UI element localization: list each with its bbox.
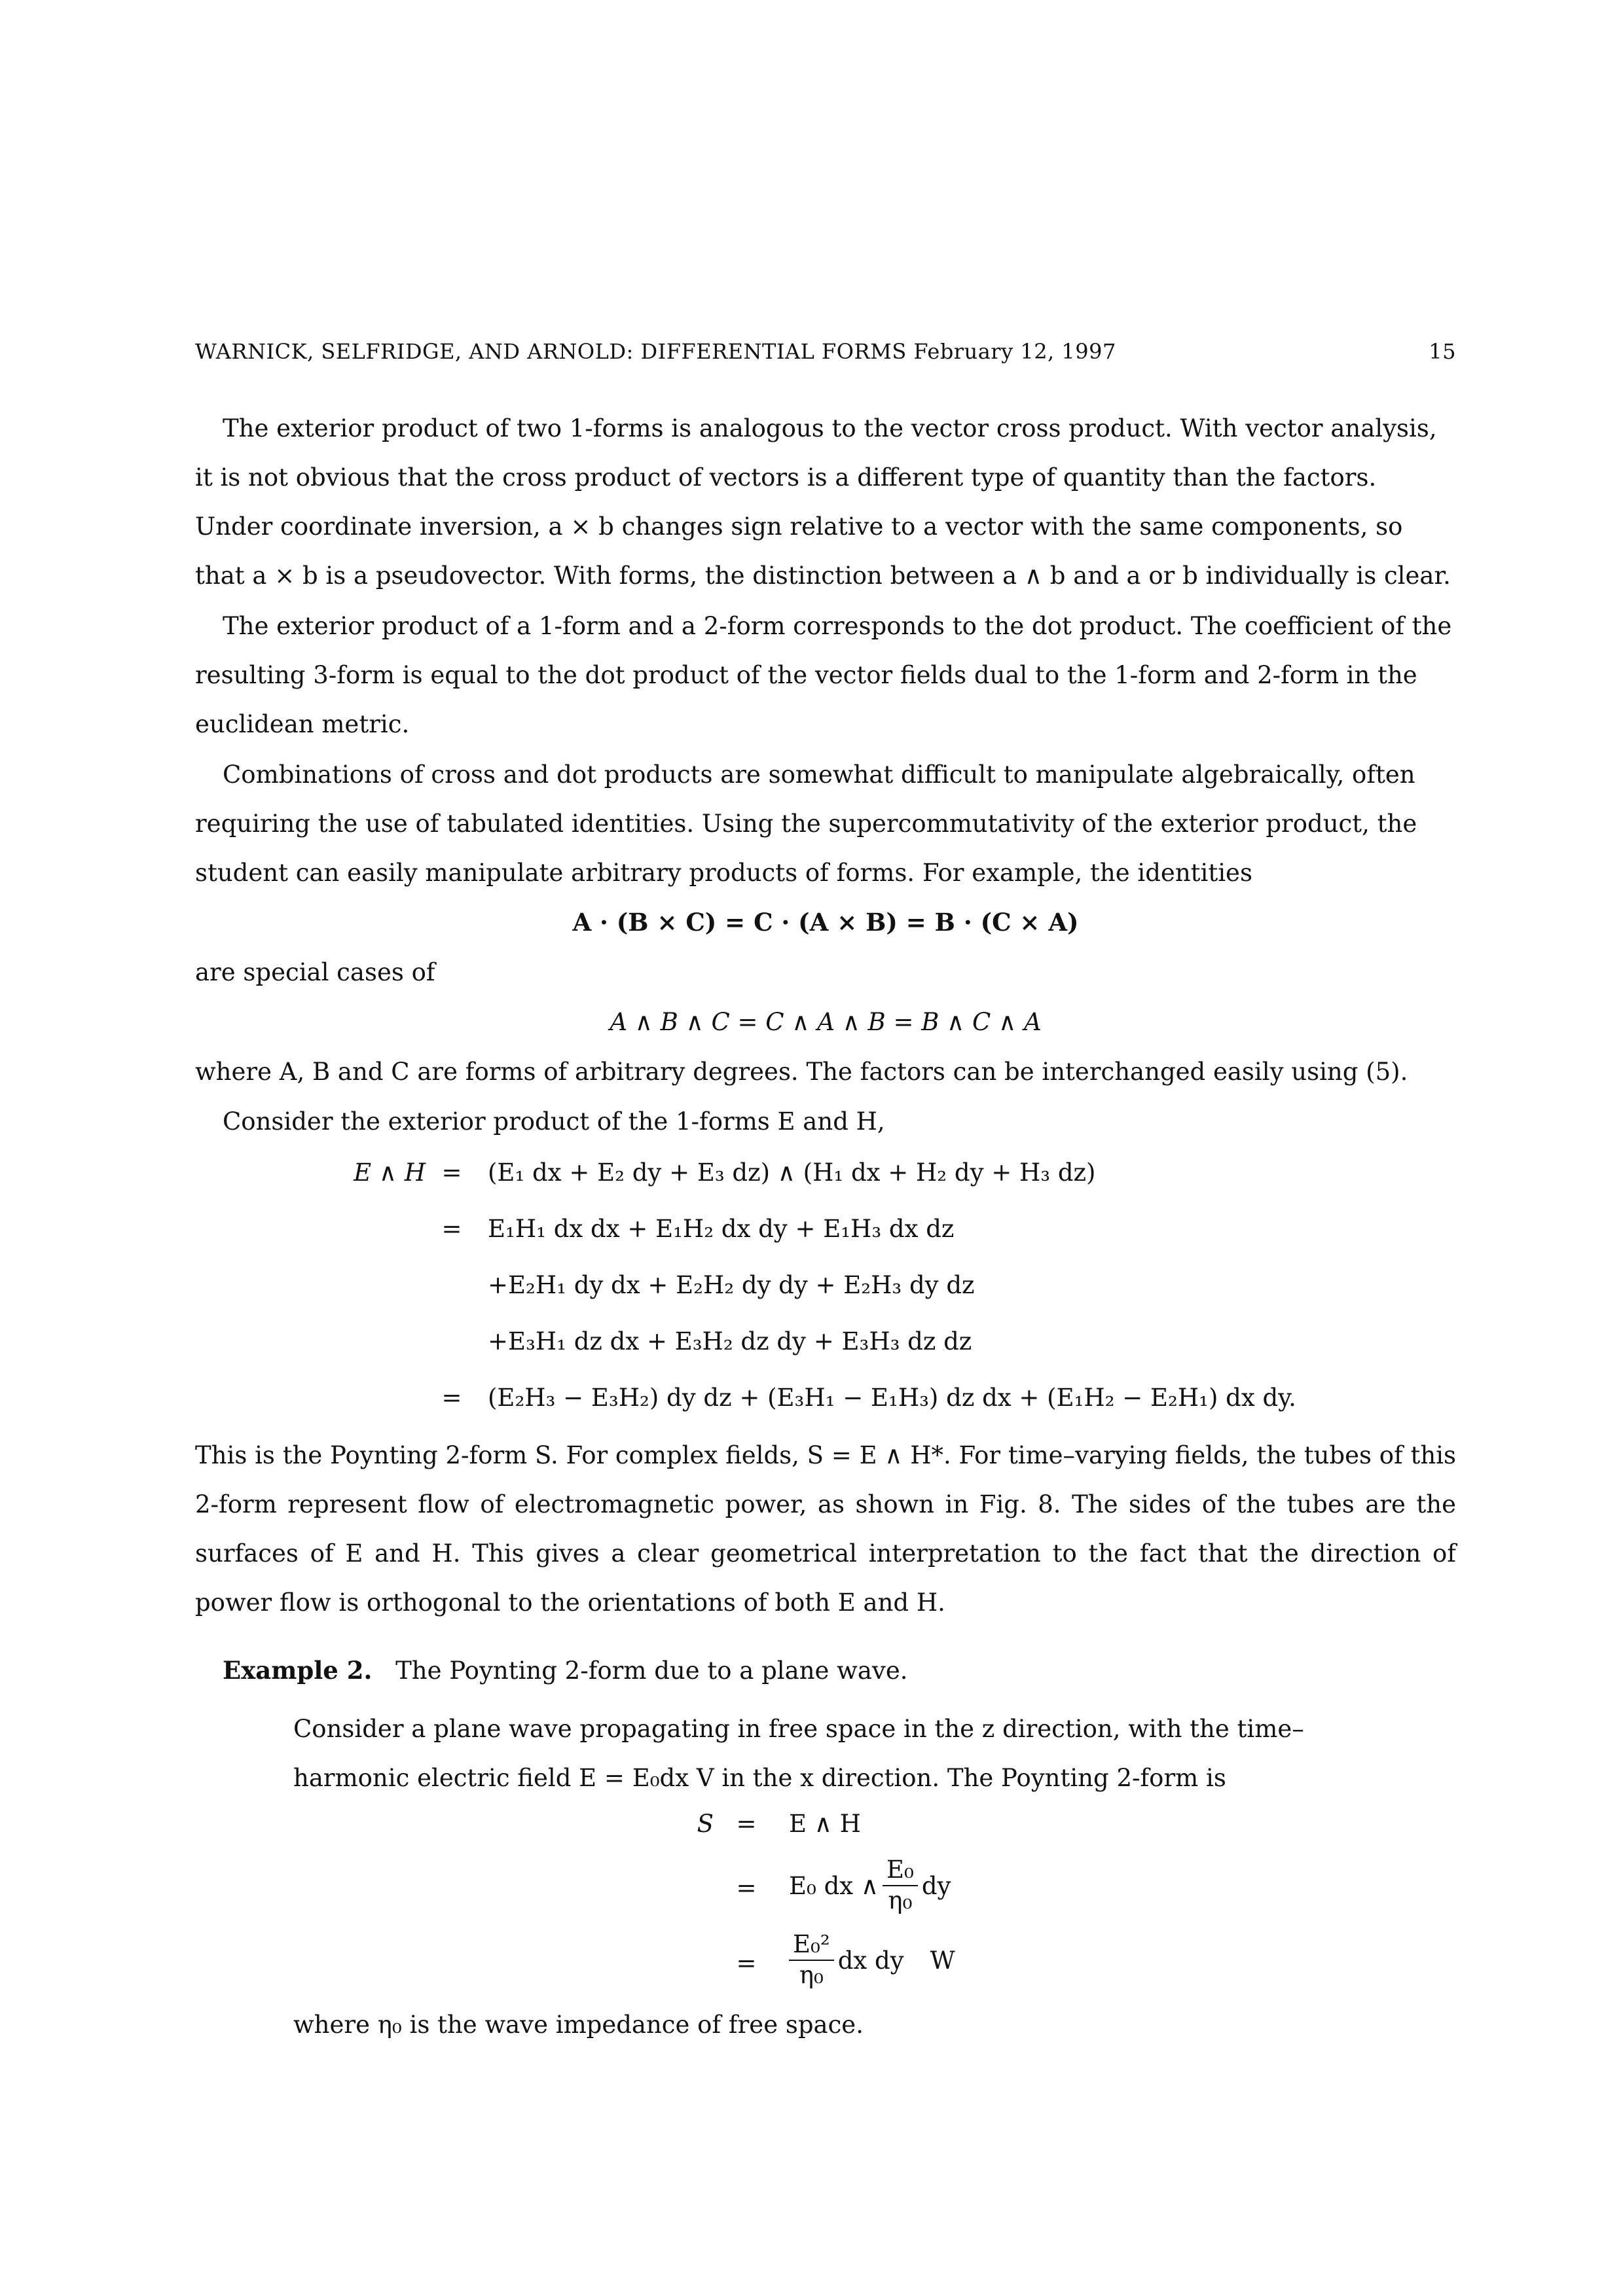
example-eq-line-3-post: dx dy: [837, 1946, 904, 1975]
example-label: Example 2.: [223, 1656, 373, 1685]
example-heading: [223, 1656, 907, 1685]
example-eq-rel-2: =: [736, 1874, 757, 1902]
example-eq-unit: W: [930, 1946, 955, 1975]
example-eq-line-3: [789, 1924, 955, 1996]
running-header: [195, 339, 1456, 364]
paragraph-special-cases: are special cases of: [195, 958, 435, 986]
example-eq-fraction-1: [883, 1857, 918, 1914]
example-eq-rel-3: =: [736, 1949, 757, 1977]
page-number: 15: [1429, 339, 1456, 364]
derivation-line-4: +E₃H₁ dz dx + E₃H₂ dz dy + E₃H₃ dz dz: [488, 1327, 972, 1355]
fraction-1-numerator: E₀: [883, 1857, 918, 1886]
example-eq-line-1: E ∧ H: [789, 1810, 861, 1838]
example-eq-fraction-2: [789, 1931, 834, 1988]
example-eq-line-2-post: dy: [921, 1871, 951, 1900]
paragraph-dot-product: The exterior product of a 1-form and a 2-form corresponds to the dot product. The coefficient of the resulting 3-form is equal to the dot product of the vector fields dual to the 1-form and 2-form in the euclidean metric.: [195, 612, 1452, 738]
example-eq-lhs: S: [697, 1810, 714, 1838]
example-text-impedance: where η₀ is the wave impedance of free space.: [293, 2011, 864, 2039]
derivation-rel-1: =: [441, 1158, 462, 1187]
fraction-2-denominator: η₀: [799, 1961, 824, 1989]
equation-form-identity: A ∧ B ∧ C = C ∧ A ∧ B = B ∧ C ∧ A: [610, 1008, 1042, 1036]
paragraph-identities: Combinations of cross and dot products are somewhat difficult to manipulate algebraically, often requiring the use of tabulated identities. Using the supercommutativity of the exterior product, the student can easily manipulate arbitrary products of forms. For example, the identities: [195, 761, 1417, 887]
fraction-2-numerator: E₀²: [789, 1931, 834, 1961]
example-eq-line-2-pre: E₀ dx ∧: [789, 1871, 879, 1900]
running-title: WARNICK, SELFRIDGE, AND ARNOLD: DIFFERENTIAL FORMS February 12, 1997: [195, 339, 1116, 364]
example-title: The Poynting 2-form due to a plane wave.: [395, 1657, 908, 1685]
example-eq-rel-1: =: [736, 1810, 757, 1838]
derivation-rel-2: =: [441, 1215, 462, 1243]
example-text-intro: Consider a plane wave propagating in free space in the z direction, with the time–harmonic electric field E = E₀dx V in the x direction. The Poynting 2-form is: [293, 1715, 1304, 1792]
derivation-line-2: E₁H₁ dx dx + E₁H₂ dx dy + E₁H₃ dx dz: [488, 1215, 955, 1243]
example-eq-line-2: [789, 1850, 951, 1922]
paragraph-consider-product: Consider the exterior product of the 1-forms E and H,: [223, 1107, 885, 1136]
paragraph-poynting: This is the Poynting 2-form S. For complex fields, S = E ∧ H*. For time–varying fields, the tubes of this 2-form represent flow of electromagnetic power, as shown in Fig. 8. The sides of the tubes are the surfaces of E and H. This gives a clear geometrical interpretation to the fact that the direction of power flow is orthogonal to the orientations of both E and H.: [195, 1441, 1456, 1617]
equation-vector-identity: A · (B × C) = C · (A × B) = B · (C × A): [572, 908, 1079, 937]
paragraph-cross-product: The exterior product of two 1-forms is analogous to the vector cross product. With vector analysis, it is not obvious that the cross product of vectors is a different type of quantity than the factors. Under coordinate inversion, a × b changes sign relative to a vector with the same components, so that a × b is a pseudovector. With forms, the distinction between a ∧ b and a or b individually is clear.: [195, 414, 1451, 590]
paragraph-arbitrary-degrees: where A, B and C are forms of arbitrary degrees. The factors can be interchanged easily using (5).: [195, 1058, 1408, 1086]
fraction-1-denominator: η₀: [888, 1886, 913, 1914]
derivation-line-3: +E₂H₁ dy dx + E₂H₂ dy dy + E₂H₃ dy dz: [488, 1271, 975, 1299]
derivation-line-1: (E₁ dx + E₂ dy + E₃ dz) ∧ (H₁ dx + H₂ dy + H₃ dz): [488, 1158, 1096, 1187]
derivation-lhs: E ∧ H: [354, 1158, 426, 1187]
derivation-line-5: (E₂H₃ − E₃H₂) dy dz + (E₃H₁ − E₁H₃) dz dx + (E₁H₂ − E₂H₁) dx dy.: [488, 1384, 1296, 1412]
derivation-rel-3: =: [441, 1384, 462, 1412]
